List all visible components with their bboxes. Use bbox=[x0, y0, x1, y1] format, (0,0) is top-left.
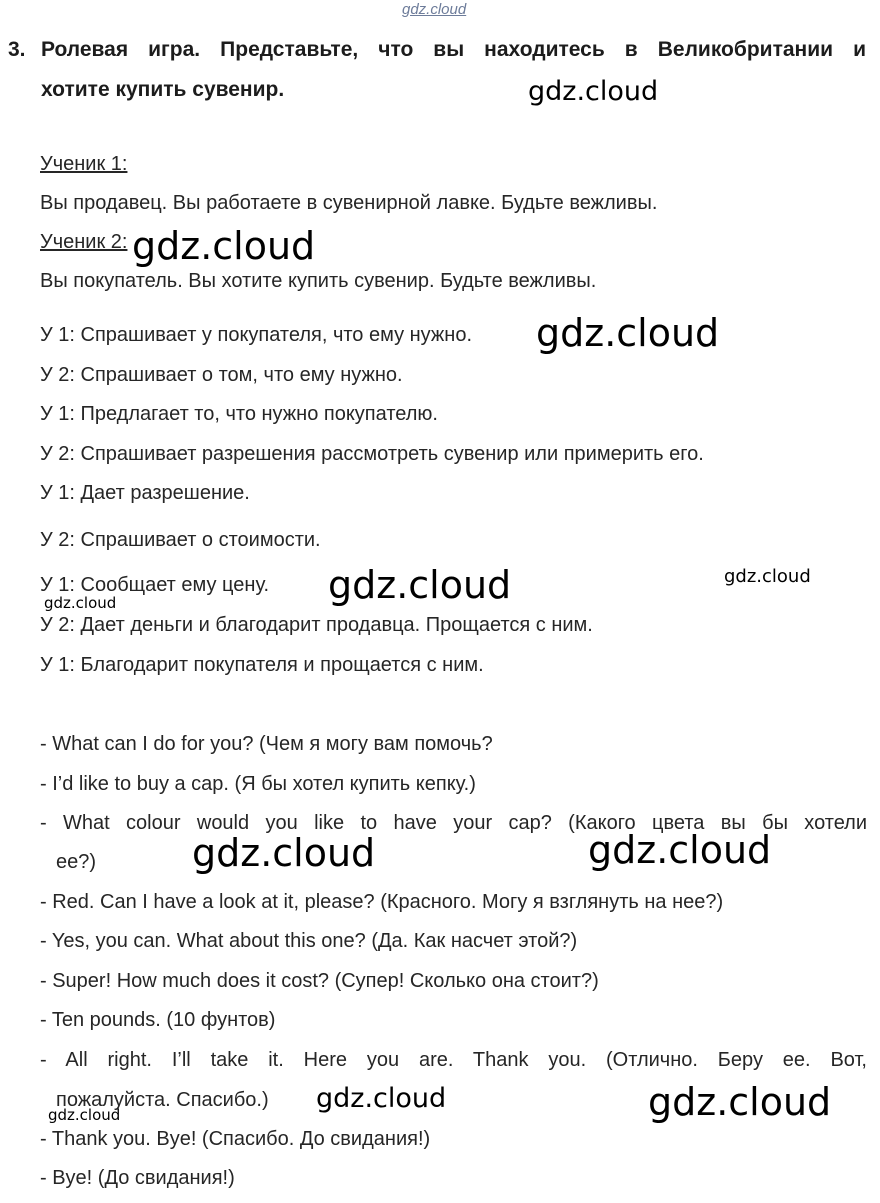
student2-text: Вы покупатель. Вы хотите купить сувенир. Будьте вежливы. bbox=[40, 270, 597, 292]
watermark: gdz.cloud bbox=[528, 76, 659, 107]
dialogue-line-3b: ее?) bbox=[56, 851, 97, 873]
step-4: У 2: Спрашивает разрешения рассмотреть сувенир или примерить его. bbox=[40, 443, 704, 465]
watermark: gdz.cloud bbox=[316, 1083, 447, 1114]
student1-label: Ученик 1: bbox=[40, 153, 128, 175]
dialogue-line-10: - Bye! (До свидания!) bbox=[40, 1167, 235, 1189]
step-5: У 1: Дает разрешение. bbox=[40, 482, 250, 504]
watermark: gdz.cloud bbox=[648, 1080, 832, 1124]
watermark: gdz.cloud bbox=[328, 563, 512, 607]
step-9: У 1: Благодарит покупателя и прощается с ним. bbox=[40, 654, 484, 676]
watermark: gdz.cloud bbox=[192, 831, 376, 875]
step-8: У 2: Дает деньги и благодарит продавца. Прощается с ним. bbox=[40, 614, 593, 636]
dialogue-line-6: - Super! How much does it cost? (Супер! Сколько она стоит?) bbox=[40, 970, 599, 992]
step-6: У 2: Спрашивает о стоимости. bbox=[40, 529, 321, 551]
task-title-line1: Ролевая игра. Представьте, что вы находитесь в Великобритании и bbox=[41, 38, 866, 61]
student2-label: Ученик 2: bbox=[40, 231, 128, 253]
dialogue-line-9: - Thank you. Bye! (Спасибо. До свидания!) bbox=[40, 1128, 431, 1150]
watermark: gdz.cloud bbox=[724, 566, 811, 587]
dialogue-line-3a: - What colour would you like to have your cap? (Какого цвета вы бы хотели bbox=[40, 812, 867, 834]
watermark: gdz.cloud bbox=[132, 224, 316, 268]
dialogue-line-7: - Ten pounds. (10 фунтов) bbox=[40, 1009, 276, 1031]
header-watermark: gdz.cloud bbox=[402, 1, 467, 18]
dialogue-line-1: - What can I do for you? (Чем я могу вам помочь? bbox=[40, 733, 493, 755]
dialogue-line-8b: пожалуйста. Спасибо.) bbox=[56, 1089, 269, 1111]
task-title-line2: хотите купить сувенир. bbox=[41, 78, 285, 101]
watermark: gdz.cloud bbox=[536, 311, 720, 355]
watermark: gdz.cloud bbox=[48, 1106, 121, 1124]
watermark: gdz.cloud bbox=[588, 828, 772, 872]
dialogue-line-5: - Yes, you can. What about this one? (Да. Как насчет этой?) bbox=[40, 930, 578, 952]
step-7: У 1: Сообщает ему цену. bbox=[40, 574, 270, 596]
step-2: У 2: Спрашивает о том, что ему нужно. bbox=[40, 364, 403, 386]
dialogue-line-4: - Red. Can I have a look at it, please? (Красного. Могу я взглянуть на нее?) bbox=[40, 891, 724, 913]
student1-text: Вы продавец. Вы работаете в сувенирной лавке. Будьте вежливы. bbox=[40, 192, 658, 214]
step-3: У 1: Предлагает то, что нужно покупателю. bbox=[40, 403, 438, 425]
watermark: gdz.cloud bbox=[44, 594, 117, 612]
dialogue-line-8a: - All right. I’ll take it. Here you are. Thank you. (Отлично. Беру ее. Вот, bbox=[40, 1049, 867, 1071]
dialogue-line-2: - I’d like to buy a cap. (Я бы хотел купить кепку.) bbox=[40, 773, 476, 795]
task-number: 3. bbox=[8, 38, 26, 61]
step-1: У 1: Спрашивает у покупателя, что ему нужно. bbox=[40, 324, 473, 346]
